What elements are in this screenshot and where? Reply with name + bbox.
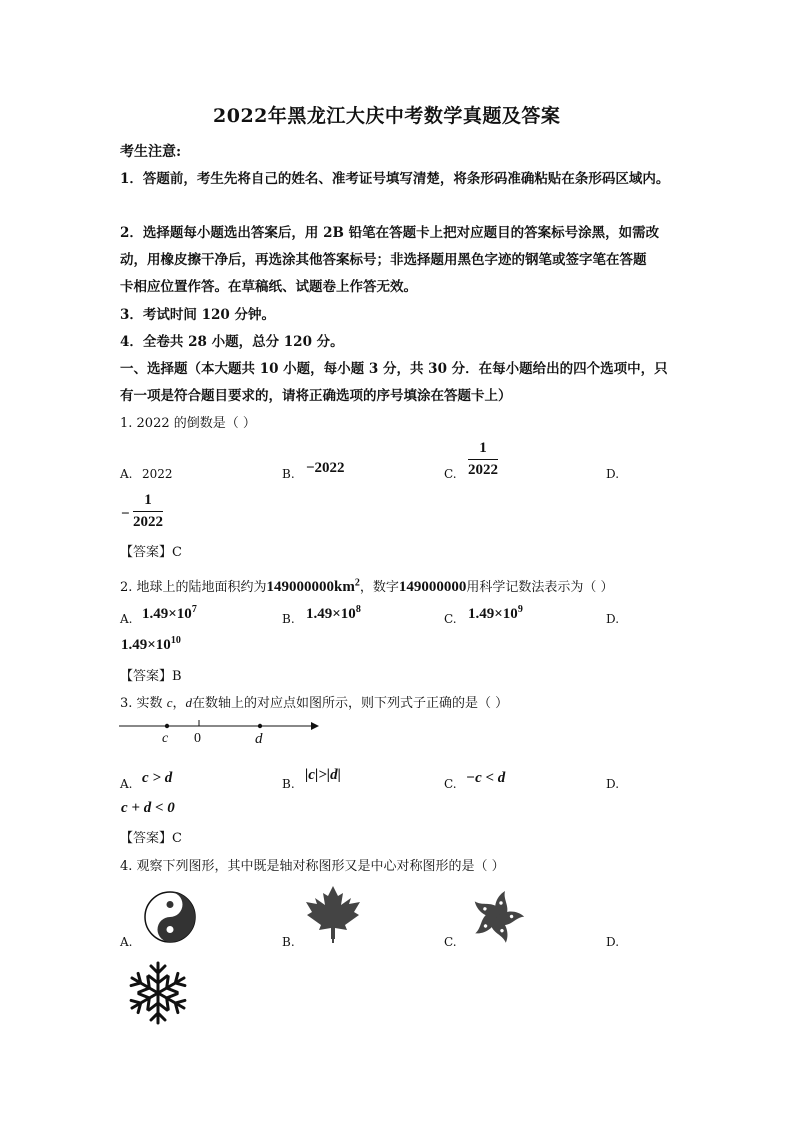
q2-option-b-exponent: 8 xyxy=(355,604,361,615)
section-1-line-1: 一、选择题（本大题共 10 小题，每小题 3 分，共 30 分．在每小题给出的四个选项中，只 xyxy=(120,361,668,377)
q3-var-d: d xyxy=(185,695,192,710)
q2-option-d-label: D. xyxy=(606,612,620,626)
notice-item-1: 1．答题前，考生先将自己的姓名、准考证号填写清楚，将条形码准确粘贴在条形码区域内。 xyxy=(120,171,670,187)
q3-option-a-text: c > d xyxy=(142,770,173,786)
q1-option-d-denominator: 2022 xyxy=(133,514,163,530)
page-title: 2022年黑龙江大庆中考数学真题及答案 xyxy=(213,105,561,127)
q1-option-d-fraction xyxy=(133,492,163,531)
q3-stem xyxy=(120,692,508,711)
q2-option-c-exponent: 9 xyxy=(517,604,523,615)
number-line-point-c xyxy=(165,724,169,728)
q2-stem-prefix: 2. 地球上的陆地面积约为 xyxy=(120,580,267,595)
q2-option-a xyxy=(142,604,197,623)
q3-option-c-label: C. xyxy=(444,777,457,791)
q2-stem xyxy=(120,576,614,596)
q2-option-d-base: 1.49×10 xyxy=(121,637,171,653)
notice-item-4: 4．全卷共 28 小题，总分 120 分。 xyxy=(120,334,344,350)
q2-number: 149000000 xyxy=(398,579,467,595)
q3-var-c: c xyxy=(166,695,173,710)
q2-option-c xyxy=(468,604,523,623)
q2-stem-suffix: 用科学记数法表示为（ ） xyxy=(466,580,614,595)
q1-option-d-sign: − xyxy=(121,506,130,522)
notice-item-3: 3．考试时间 120 分钟。 xyxy=(120,307,275,323)
number-line-label-d: d xyxy=(255,731,263,747)
q2-area-exponent: 2 xyxy=(354,577,360,589)
notice-item-2-line-1: 2．选择题每小题选出答案后，用 2B 铅笔在答题卡上把对应题目的答案标号涂黑，如需改 xyxy=(120,225,660,241)
q2-option-b-base: 1.49×10 xyxy=(306,606,356,622)
q1-option-c-denominator: 2022 xyxy=(468,462,498,478)
q1-option-a-label: A. xyxy=(120,467,133,481)
q2-answer: 【答案】B xyxy=(120,669,182,684)
q2-option-a-label: A. xyxy=(120,612,133,626)
notice-heading: 考生注意: xyxy=(120,144,182,160)
q3-option-b-text: |c|>|d| xyxy=(305,767,341,783)
section-1-line-2: 有一项是符合题目要求的，请将正确选项的序号填涂在答题卡上） xyxy=(120,388,512,404)
q4-option-b-label: B. xyxy=(282,935,295,949)
q1-option-c-label: C. xyxy=(444,467,457,481)
q4-option-c-label: C. xyxy=(444,935,457,949)
notice-item-2-line-2: 动，用橡皮擦干净后，再选涂其他答案标号；非选择题用黑色字迹的钢笔或签字笔在答题 xyxy=(120,252,647,268)
q1-option-b-label: B. xyxy=(282,467,295,481)
maple-leaf-icon xyxy=(302,885,364,945)
q3-option-c-text: −c < d xyxy=(466,770,506,786)
q1-option-d-label: D. xyxy=(606,467,620,481)
q3-option-a-label: A. xyxy=(120,777,133,791)
number-line-point-d xyxy=(258,724,262,728)
q1-option-c-numerator: 1 xyxy=(468,440,498,460)
q3-option-b-label: B. xyxy=(282,777,295,791)
bauhinia-flower-icon xyxy=(467,887,527,947)
q1-option-d-numerator: 1 xyxy=(133,492,163,512)
number-line-diagram xyxy=(119,716,319,750)
q2-option-b xyxy=(306,604,361,623)
notice-item-2-line-3: 卡相应位置作答。在草稿纸、试题卷上作答无效。 xyxy=(120,279,417,295)
q4-option-d-label: D. xyxy=(606,935,620,949)
q3-answer: 【答案】C xyxy=(120,831,182,846)
number-line-label-0: 0 xyxy=(194,731,201,746)
q2-option-a-base: 1.49×10 xyxy=(142,606,192,622)
q1-option-b-text: −2022 xyxy=(306,460,345,476)
q4-option-a-label: A. xyxy=(120,935,133,949)
q2-option-d xyxy=(121,635,181,654)
q1-option-c-fraction xyxy=(468,440,498,479)
q1-stem: 1. 2022 的倒数是（ ） xyxy=(120,416,256,431)
q3-separator: ， xyxy=(172,696,186,711)
q1-answer: 【答案】C xyxy=(120,545,182,560)
q3-option-d-text: c + d < 0 xyxy=(121,800,175,816)
q2-option-a-exponent: 7 xyxy=(191,604,197,615)
q2-stem-middle: ，数字 xyxy=(359,580,399,595)
q3-stem-suffix: 在数轴上的对应点如图所示，则下列式子正确的是（ ） xyxy=(191,696,509,711)
yin-yang-icon xyxy=(143,890,197,944)
q2-option-c-label: C. xyxy=(444,612,457,626)
q3-stem-prefix: 3. 实数 xyxy=(120,696,163,711)
q2-area-value: 149000000km xyxy=(266,579,355,595)
q2-option-b-label: B. xyxy=(282,612,295,626)
q1-option-a-text: 2022 xyxy=(142,467,173,481)
number-line-arrow xyxy=(311,722,319,730)
q3-option-d-label: D. xyxy=(606,777,620,791)
q2-option-c-base: 1.49×10 xyxy=(468,606,518,622)
number-line-label-c: c xyxy=(162,731,169,746)
q4-stem: 4. 观察下列图形，其中既是轴对称图形又是中心对称图形的是（ ） xyxy=(120,859,505,874)
q2-option-d-exponent: 10 xyxy=(170,635,181,646)
snowflake-icon xyxy=(123,960,193,1026)
